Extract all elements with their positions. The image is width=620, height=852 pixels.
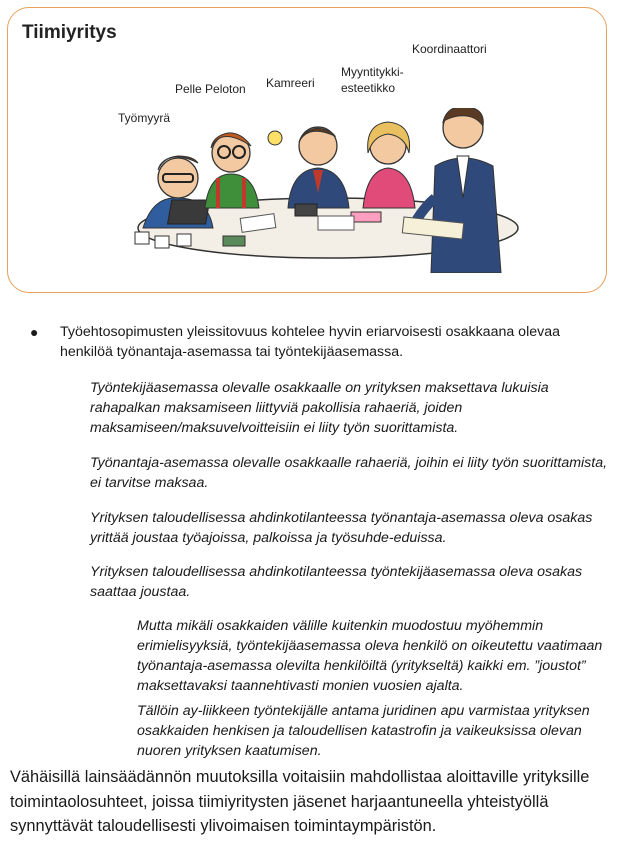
final-paragraph: Vähäisillä lainsäädännön muutoksilla voitaisiin mahdollistaa aloittaville yrityksille toimintaolosuhteet, joissa tiimiyritysten jäsenet harjaantuneella yhteistyöllä synnyttävät taloudellisesti ylivoimaisen toimintaympäristön. (10, 768, 590, 835)
italic-paragraph-2: Työnantaja-asemassa olevalle osakkaalle rahaeriä, joihin ei liity työn suorittamista, ei tarvitse maksaa. (90, 455, 608, 491)
italic-paragraph-3: Yrityksen taloudellisessa ahdinkotilanteessa työnantaja-asemassa oleva osakas yrittää joustaa työajoissa, palkoissa ja työsuhde-eduissa. (90, 510, 593, 546)
worker-pelle-figure (205, 131, 282, 208)
robot-toy (223, 236, 245, 246)
role-label-myyntitykki: Myyntitykki- esteetikko (341, 65, 404, 95)
paper-sheet (318, 216, 354, 230)
indented-paragraph-2: Tällöin ay-liikkeen työntekijälle antama juridinen apu varmistaa yrityksen osakkaiden henkisen ja taloudellisen katastrofin ja vaikeuksissa olevan nuoren yrityksen kaatumisen. (137, 703, 590, 759)
role-label-tyomyyra: Työmyyrä (118, 111, 171, 125)
bullet-marker: ● (30, 324, 39, 340)
panel-title: Tiimiyritys (22, 22, 117, 43)
role-label-koordinaattori: Koordinaattori (412, 42, 487, 56)
team-meeting-illustration (113, 108, 543, 273)
worker-kamreeri-figure (288, 127, 349, 216)
bullet-item (30, 322, 590, 362)
italic-paragraph-1: Työntekijäasemassa olevalle osakkaalle on yrityksen maksettava lukuisia rahapalkan maksamiseen liittyviä pakollisia rahaeriä, joiden maksamiseen/maksuvelvoitteisiin ei liity työn suorittamista. (90, 380, 549, 436)
illustration-panel (7, 7, 607, 293)
italic-paragraph-4: Yrityksen taloudellisessa ahdinkotilanteessa työntekijäasemassa oleva osakas saattaa joustaa. (90, 564, 583, 600)
role-label-pelle-peloton: Pelle Peloton (175, 82, 246, 96)
role-label-kamreeri: Kamreeri (266, 76, 315, 90)
bullet-text: Työehtosopimusten yleissitovuus kohtelee hyvin eriarvoisesti osakkaana olevaa henkilöä työnantaja-asemassa tai työntekijäasemassa. (60, 324, 560, 360)
indented-paragraph-1: Mutta mikäli osakkaiden välille kuitenkin muodostuu myöhemmin erimielisyyksiä, työntekijäasemassa oleva henkilö on oikeutettu vaatimaan työnantaja-asemassa olevilta henkilöiltä (yritykseltä) kaikki em. ”joustot” maksettavaksi taannehtivasti monien vuosien ajalta. (137, 618, 603, 694)
worker-tyomyyra-figure (143, 156, 213, 228)
